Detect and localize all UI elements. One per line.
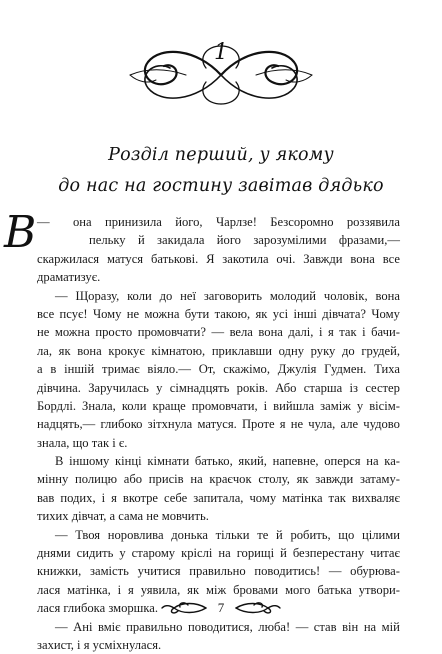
word: на (190, 472, 203, 487)
word: на (218, 546, 231, 561)
text-line (37, 452, 400, 470)
word: так (339, 325, 357, 340)
word: я (111, 490, 117, 505)
page-number: 7 (217, 600, 225, 615)
word: руку (310, 343, 336, 358)
text-line (37, 507, 400, 525)
text-line-content (37, 323, 400, 341)
word: приклавши (211, 343, 272, 358)
text-line (37, 379, 400, 397)
word: у (156, 380, 163, 395)
word: неї (180, 288, 196, 303)
word: Я (206, 251, 215, 266)
word: Заручилась (88, 380, 149, 395)
word: все (37, 306, 55, 321)
word: вісім- (369, 398, 400, 413)
word: утвори- (358, 582, 400, 597)
word: закидала (157, 233, 205, 248)
word: фразами,— (338, 233, 400, 248)
word: що (338, 527, 355, 542)
word: і (101, 490, 106, 505)
word: на (363, 619, 377, 634)
word: тримає (102, 362, 140, 377)
word: промовчати? (137, 325, 206, 340)
text-line-content (37, 470, 400, 488)
word: цілими (361, 527, 400, 542)
word: подих, (60, 490, 96, 505)
word: сімнадцять (169, 380, 230, 395)
text-line-dash: — (37, 215, 50, 229)
text-line (37, 470, 400, 488)
word: вихваляє (351, 490, 400, 505)
word: пельку (89, 233, 126, 248)
text-line-content: знала, що так і є. (37, 435, 128, 450)
word: не (37, 325, 50, 340)
word: псує! (59, 306, 88, 321)
word: й (137, 233, 145, 248)
word: очі. (276, 251, 296, 266)
text-line-content (55, 526, 400, 544)
word: Тиха (374, 362, 400, 377)
word: мінну (37, 472, 69, 487)
word: обурюва- (350, 564, 400, 579)
word: — (211, 325, 225, 340)
text-line-content (37, 544, 400, 562)
word: Завжди (303, 251, 343, 266)
text-line-content (55, 452, 400, 470)
word: Проте (241, 417, 275, 432)
word: в (50, 362, 57, 377)
text-line-content: захист, і я усміхнулася. (37, 637, 162, 652)
text-line-content: драматизує. (37, 270, 101, 285)
text-line (37, 342, 400, 360)
word: надцять,— (37, 417, 96, 432)
word: чула, (308, 417, 336, 432)
text-line-content (37, 379, 400, 397)
word: те (257, 527, 269, 542)
word: дівчина. (37, 380, 81, 395)
word: між (205, 582, 227, 597)
word: і (117, 582, 122, 597)
word: оперся (324, 454, 361, 469)
word: запитала, (193, 490, 244, 505)
word: іншому (69, 454, 110, 469)
word: она (73, 215, 92, 229)
footer-ornament-left-icon (160, 600, 208, 616)
drop-cap: В (4, 207, 37, 258)
word: й (276, 527, 283, 542)
word: матінка (282, 490, 323, 505)
word: замість (90, 564, 129, 579)
word: заміж (320, 398, 351, 413)
word: як (255, 306, 268, 321)
text-line-content (37, 397, 400, 415)
word: вона (77, 343, 102, 358)
word: зарозумілими (253, 233, 327, 248)
word: ка- (384, 454, 400, 469)
text-line (37, 323, 400, 341)
word: полицю (74, 472, 118, 487)
word: я (279, 417, 286, 432)
text-line-content: тихих дівчат, а сама не мовчить. (37, 509, 209, 524)
word: й (280, 546, 287, 561)
word: дівчата? (322, 306, 367, 321)
word: вона (375, 288, 400, 303)
word: грудей, (361, 343, 400, 358)
word: до (341, 343, 355, 358)
word: у (356, 398, 364, 413)
word: я (128, 582, 134, 597)
word: робить, (290, 527, 331, 542)
word: далі, (288, 325, 314, 340)
word: Гудмен. (324, 362, 367, 377)
text-line-content: лася глибока зморшка. (37, 601, 159, 616)
word: старому (131, 546, 176, 561)
chapter-title (40, 140, 402, 202)
word: він (342, 619, 359, 634)
word: як (58, 343, 71, 358)
text-line-content (37, 250, 400, 268)
word: безперестану (292, 546, 365, 561)
word: промовчати, (191, 398, 258, 413)
word: до (159, 288, 173, 303)
word: скаржилася (37, 251, 100, 266)
word: краєчок (209, 472, 252, 487)
word: який, (238, 454, 267, 469)
word: як (296, 472, 309, 487)
word: або (123, 472, 143, 487)
text-line-content (37, 342, 400, 360)
text-line (37, 287, 400, 305)
word: його (216, 233, 241, 248)
chapter-title-line: Розділ перший, у якому (108, 145, 334, 165)
word: вона (258, 325, 283, 340)
text-line (37, 250, 400, 268)
word: і (263, 398, 268, 413)
text-line (37, 360, 400, 378)
word: вона (350, 251, 375, 266)
word: Твоя (75, 527, 101, 542)
word: сестер (365, 380, 400, 395)
word: завжди (315, 472, 354, 487)
text-line-content (37, 305, 400, 323)
word: — (55, 527, 68, 542)
word: Безсоромно (270, 215, 334, 229)
word: усі (272, 306, 289, 321)
word: матінка, (67, 582, 111, 597)
word: коли (121, 398, 147, 413)
word: заговорить (203, 288, 262, 303)
word: Бордлі. (37, 398, 76, 413)
word: принизила (105, 215, 162, 229)
text-line (37, 489, 400, 507)
text-line (37, 305, 400, 323)
word: батька (317, 582, 352, 597)
word: роззявила (346, 215, 400, 229)
word: такою, (214, 306, 251, 321)
word: Щоразу, (75, 288, 120, 303)
word: молодий (269, 288, 317, 303)
word: матуся (106, 251, 144, 266)
word: бути (184, 306, 210, 321)
word: глибоко (100, 417, 143, 432)
word: зітхнула (147, 417, 193, 432)
word: — (295, 619, 309, 634)
word: вийшла (273, 398, 315, 413)
word: кімнатою, (151, 343, 206, 358)
word: — (55, 619, 68, 634)
word: — (55, 288, 68, 303)
footer-ornament-right-icon (234, 600, 282, 616)
word: вміє (97, 619, 121, 634)
word: донька (171, 527, 208, 542)
word: можна (54, 325, 90, 340)
text-line (37, 562, 400, 580)
word: днями (37, 546, 71, 561)
word: вкотре (122, 490, 159, 505)
word: як (187, 582, 200, 597)
word: Чому (371, 306, 400, 321)
text-line-content (37, 489, 400, 507)
word: так (328, 490, 346, 505)
word: батькові. (150, 251, 199, 266)
word: учитися (137, 564, 181, 579)
word: читає (370, 546, 400, 561)
word: поводитися, (188, 619, 253, 634)
word: одну (278, 343, 304, 358)
word: кімнати (147, 454, 190, 469)
word: скажімо, (223, 362, 271, 377)
text-line (37, 636, 400, 654)
word: Знала, (82, 398, 116, 413)
word: його, (175, 215, 203, 229)
word: поводитись! (254, 564, 321, 579)
text-line-content (73, 213, 400, 231)
word: норовлива (107, 527, 164, 542)
word: років. (236, 380, 268, 395)
text-line-content (37, 562, 400, 580)
word: і (362, 325, 366, 340)
word: кінці (115, 454, 142, 469)
text-line (37, 415, 400, 433)
chapter-number: 1 (214, 40, 228, 65)
word: кріслі (181, 546, 213, 561)
word: я (327, 325, 334, 340)
word: правильно (126, 619, 183, 634)
body-text (37, 213, 400, 654)
word: можна (144, 306, 180, 321)
word: Чому (92, 306, 122, 321)
word: люба! (258, 619, 291, 634)
word: себе (164, 490, 188, 505)
text-line-content (37, 360, 400, 378)
word: — (328, 564, 342, 579)
text-line (37, 526, 400, 544)
text-line (37, 544, 400, 562)
text-line-content (89, 231, 400, 249)
word: іншій (64, 362, 95, 377)
text-line (37, 397, 400, 415)
chapter-title-line: до нас на гостину завітав дядько (58, 176, 384, 196)
word: крокує (108, 343, 145, 358)
word: Джулія (277, 362, 317, 377)
word: старша (303, 380, 343, 395)
text-line (37, 434, 400, 452)
word: уявила, (140, 582, 181, 597)
word: із (349, 380, 358, 395)
word: став (313, 619, 337, 634)
text-line-content (37, 415, 400, 433)
word: бровами (233, 582, 279, 597)
word: правильно (189, 564, 246, 579)
word: краще (152, 398, 186, 413)
word: не (290, 417, 304, 432)
word: коли (127, 288, 152, 303)
text-line (37, 213, 400, 231)
text-line-content (55, 287, 400, 305)
word: тільки (215, 527, 250, 542)
word: просто (95, 325, 133, 340)
word: От, (198, 362, 216, 377)
word: віяло.— (147, 362, 191, 377)
text-line (37, 231, 400, 249)
word: В (55, 454, 64, 469)
word: у (119, 546, 126, 561)
word: і (318, 325, 323, 340)
word: а (37, 362, 43, 377)
word: ла, (37, 343, 53, 358)
word: чоловік, (323, 288, 368, 303)
word: горищі (236, 546, 275, 561)
word: бачи- (371, 325, 400, 340)
text-line (37, 268, 400, 286)
word: книжки, (37, 564, 82, 579)
word: чудово (363, 417, 400, 432)
word: вела (229, 325, 253, 340)
word: присів (148, 472, 184, 487)
word: столу, (258, 472, 290, 487)
word: затаму- (359, 472, 400, 487)
page-footer (0, 597, 442, 621)
word: сидить (76, 546, 114, 561)
word: все (382, 251, 400, 266)
word: інші (293, 306, 317, 321)
word: чому (249, 490, 277, 505)
word: батько, (194, 454, 233, 469)
word: матуся. (197, 417, 237, 432)
word: але (340, 417, 359, 432)
word: не (126, 306, 140, 321)
word: вав (37, 490, 55, 505)
word: закотила (222, 251, 269, 266)
word: лася (37, 582, 61, 597)
word: Ані (73, 619, 93, 634)
word: напевне, (272, 454, 319, 469)
word: Або (275, 380, 297, 395)
word: мого (285, 582, 311, 597)
word: на (366, 454, 379, 469)
word: мій (381, 619, 400, 634)
word: Чарлзе! (215, 215, 257, 229)
